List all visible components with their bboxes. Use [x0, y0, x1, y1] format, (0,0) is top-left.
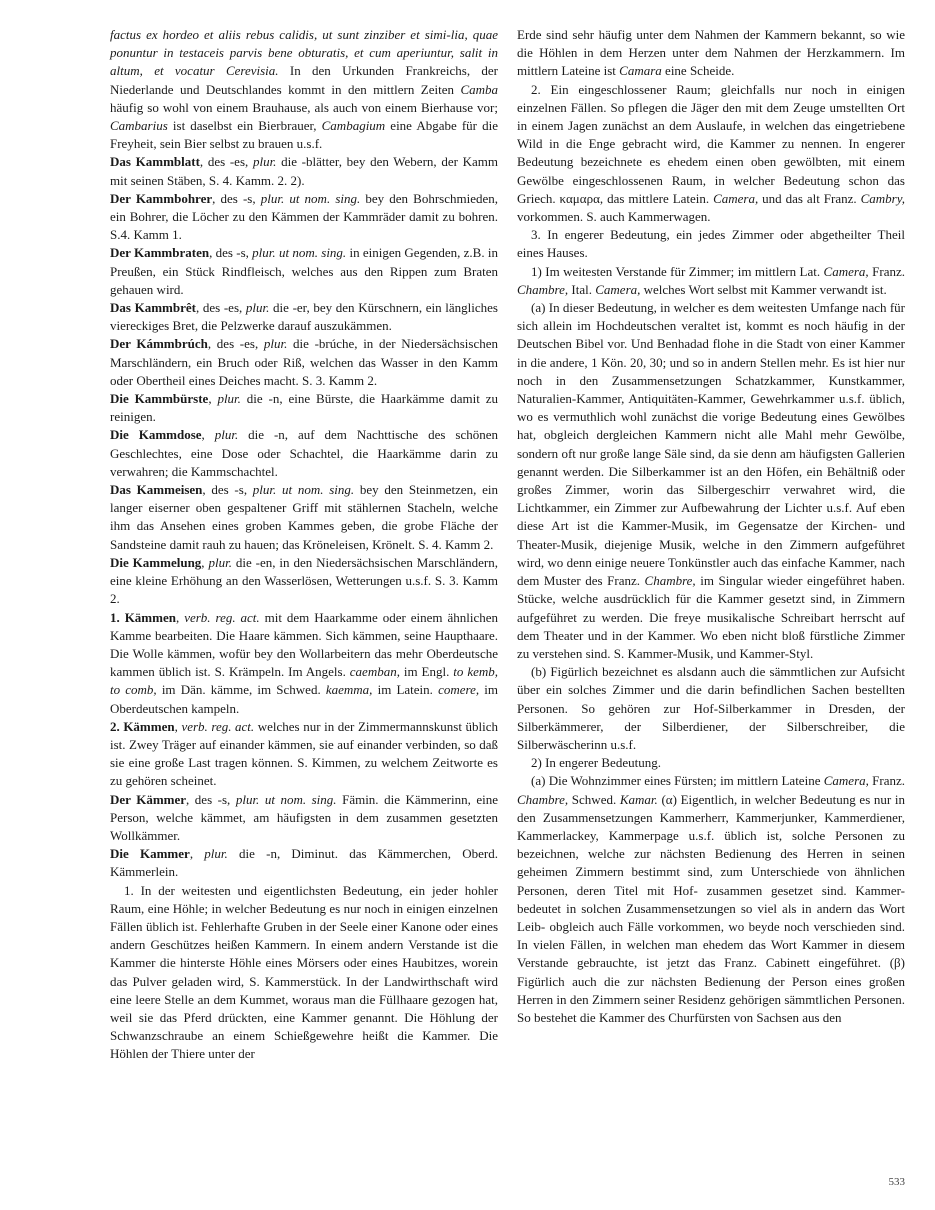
right-entry	[517, 226, 905, 262]
italic-text: Camera,	[713, 190, 759, 206]
entry-text: vorkommen. S. auch Kammerwagen.	[517, 209, 711, 225]
headword: Der Kämmer	[110, 791, 187, 807]
entry-text: im Singular wieder eingeführet haben. Stücke, welche ausdrücklich für die Kammer gesetzt sind, in Zimmern aufgeführet zu werden. Die freye musikalische Schreibart herrscht auf dem Theater und in der Kammer. Wo eben nicht bloß fürstliche Zimmer zu verstehen sind. S. Kammer-Musik, und Kammer-Styl.	[517, 573, 905, 661]
entry-text: , des -s,	[202, 482, 253, 498]
italic-text: caemban,	[349, 664, 400, 680]
left-entry	[110, 299, 498, 335]
entry-text: 1. In der weitesten und eigentlichsten Bedeutung, ein jeder hohler Raum, eine Höhle; in welcher Bedeutung es nur noch in einigen einzelnen Fällen üblich ist. Fehlerhafte Gruben in der Seele einer Kanone oder eines andern Geschützes heißen Kammern. In einem andern Verstande ist die Kammer die hinterste Höhle eines Mörsers oder eines Haubitzes, worein das Pulver geladen wird, S. Kammerstück. In der Landwirthschaft wird eine leere Stelle an dem Kummet, woraus man die Füllhaare gezogen hat, weil sie das Pferd drückten, eine Kammer genannt. Die Höhlung der Schwanzschraube an einem Schießgewehre heißt die Kammer. Die Höhlen der Thiere unter der	[110, 882, 498, 1062]
entry-text: die -n, eine Bürste, die Haarkämme damit zu reinigen.	[110, 391, 498, 425]
italic-text: plur. ut nom. sing.	[252, 482, 355, 498]
italic-text: plur.	[245, 300, 270, 316]
entry-text: (α) Eigentlich, in welcher Bedeutung es nur in den Zusammensetzungen Kammerherr, Kammerjunker, Kammerdiener, Kammerlackey, Kammerpage u.s.f. üblich ist, solche Personen zu bezeichnen, welche zur nächsten Bedienung des Herren in seinen geheimen Zimmern bestimmt sind, zum Unterschiede von ähnlichen Personen, deren Titel mit Hof- zusammen gesetzet sind. Kammer- bedeutet in solchen Zusammensetzungen so viel als in andern das Wort Leib- obgleich auch Fälle vorkommen, wo beyde noch verschieden sind. In vielen Fällen, in welchen man ehedem das Wort Kammer in diesem Verstande gebrauchte, ist jetzt das Franz. Cabinett eingeführet. (β) Figürlich auch die zur nächsten Bedienung der Person eines großen Herren in den Zimmern seiner Residenz gehörigen sämmtlichen Personen. So bestehet die Kammer des Churfürsten von Sachsen aus den	[517, 791, 905, 1025]
entry-text: Franz.	[868, 263, 905, 279]
headword: 2. Kämmen	[110, 718, 175, 734]
italic-text: Kamar.	[619, 791, 658, 807]
entry-text: die -blätter, bey den Webern, der Kamm mit seinen Stäben, S. 4. Kamm. 2. 2).	[110, 154, 498, 188]
entry-text: Schwed.	[568, 791, 620, 807]
italic-text: plur. ut nom. sing.	[235, 791, 337, 807]
left-entry	[110, 791, 498, 846]
entry-text: welches Wort selbst mit Kammer verwandt ist.	[640, 281, 887, 297]
entry-text: mit dem Haarkamme oder einem ähnlichen Kamme bearbeiten. Die Haare kämmen. Sich kämmen, seine Haupthaare. Die Wolle kämmen, wofür bey den Wollarbeitern das mehr Oberdeutsche kammen üblich ist. S. Krämpeln. Im Angels.	[110, 609, 499, 680]
italic-text: plur.	[208, 554, 232, 570]
italic-text: plur.	[204, 846, 228, 862]
headword: Das Kammeisen	[110, 482, 203, 498]
left-entry	[110, 190, 498, 245]
italic-text: Camba	[460, 81, 498, 97]
entry-text: , des -es,	[207, 336, 264, 352]
headword: 1. Kämmen	[110, 609, 176, 625]
headword: Die Kammdose	[110, 427, 202, 443]
right-entry	[517, 299, 905, 663]
entry-text: die -n, Diminut. das Kämmerchen, Oberd. Kämmerlein.	[110, 846, 499, 880]
headword: Die Kammbürste	[110, 391, 209, 407]
entry-text: , des -s,	[212, 190, 261, 206]
entry-text: die -brúche, in der Niedersächsischen Marschländern, ein Bruch oder Riß, welchen das Wasser in den Kamm oder Obertheil eines Deiches macht. S. 3. Kamm 2.	[110, 336, 498, 388]
entry-text: häufig so wohl von einem Brauhause, als auch von einem Bierhause vor;	[110, 99, 498, 115]
italic-text: Cambagium	[321, 118, 386, 134]
entry-text: , des -es,	[195, 300, 246, 316]
headword: Der Kammbohrer	[110, 190, 213, 206]
headword: Die Kammelung	[110, 554, 202, 570]
entry-text: ,	[201, 427, 215, 443]
entry-text: In den Urkunden Frankreichs, der Niederlande und Deutschlandes kommt in den mittlern Zeiten	[110, 63, 499, 97]
entry-text: und das alt Franz.	[758, 190, 861, 206]
italic-text: Chambre,	[517, 791, 569, 807]
entry-text: die -n, auf dem Nachttische des schönen Geschlechtes, eine Dose oder Schachtel, die Haarkämme darin zu verwahren; die Kammschachtel.	[110, 427, 499, 479]
entry-text: bey den Bohrschmieden, ein Bohrer, die Löcher zu den Kämmen der Kammräder damit zu bohren. S.4. Kamm 1.	[110, 190, 499, 243]
entry-text: , des -s,	[209, 245, 253, 261]
right-column	[517, 26, 905, 1027]
entry-text: ,	[175, 609, 185, 625]
entry-text: im Oberdeutschen kampeln.	[110, 682, 498, 716]
left-entry	[110, 481, 498, 554]
entry-text: ,	[201, 554, 209, 570]
italic-text: to kemb, to comb,	[110, 664, 498, 698]
page-number: 533	[888, 1176, 905, 1188]
right-entry	[517, 81, 905, 227]
entry-text: Erde sind sehr häufig unter dem Nahmen der Kammern bekannt, so wie die Höhlen in dem Herzen unter dem Nahmen der Herzkammern. Im mittlern Lateine ist	[517, 27, 905, 79]
italic-text: Camara	[619, 63, 662, 79]
entry-text: ,	[189, 846, 205, 862]
left-entry	[110, 554, 498, 609]
italic-text: Chambre,	[644, 573, 696, 589]
entry-text: eine Abgabe für die Freyheit, sein Bier selbst zu brauen u.s.f.	[110, 118, 498, 152]
italic-text: kaemma,	[325, 682, 373, 698]
entry-text: welches nur in der Zimmermannskunst üblich ist. Zwey Träger auf einander kämmen, sie auf einander verbinden, so daß sie eine große Last tragen können. S. Kimmen, zu welchem Zeitworte es zu gehören scheinet.	[110, 718, 499, 789]
entry-text: , des -es,	[199, 154, 253, 170]
entry-text: im Engl.	[399, 664, 454, 680]
italic-text: Cambry,	[860, 190, 906, 206]
left-entry	[110, 390, 498, 426]
entry-text: die -en, in den Niedersächsischen Marschländern, eine kleine Erhöhung an den Wasserlösen, Wetterungen u.s.f. S. 3. Kamm 2.	[110, 554, 498, 607]
left-entry	[110, 426, 498, 481]
italic-text: Cambarius	[110, 118, 168, 134]
italic-text: plur. ut nom. sing.	[260, 190, 361, 206]
right-entry	[517, 663, 905, 754]
italic-text: Camera,	[595, 281, 641, 297]
italic-text: plur. ut nom. sing.	[252, 245, 347, 261]
entry-text: (a) Die Wohnzimmer eines Fürsten; im mittlern Lateine	[531, 773, 824, 789]
left-column	[110, 26, 498, 1064]
italic-text: comere,	[438, 682, 480, 698]
entry-text: im Latein.	[372, 682, 439, 698]
entry-text: bey den Steinmetzen, ein langer eiserner oben gespaltener Griff mit stählernen Stacheln, welche ihm das Ansehen eines groben Kammes geben, die grobe Fläche der Sandsteine damit rauh zu hauen; das Kröneleisen, Krönelt. S. 4. Kamm 2.	[110, 482, 498, 552]
entry-text: Fämin. die Kämmerinn, eine Person, welche kämmet, am häufigsten in dem zusammen gesetzten Wollkämmer.	[110, 791, 499, 843]
right-entry	[517, 772, 905, 1027]
left-entry	[110, 718, 498, 791]
entry-text: ist daselbst ein Bierbrauer,	[167, 118, 322, 134]
italic-text: verb. reg. act.	[184, 609, 260, 625]
entry-text: (a) In dieser Bedeutung, in welcher es dem weitesten Umfange nach für sich allein im Hochdeutschen veraltet ist, kommt es noch häufig in der Deutschen Bibel vor. Und Benhadad flohe in die Stadt von einer Kammer in die andere, 1 Kön. 20, 30; und so in andern Stellen mehr. Es ist hier nur noch in den Zusammensetzungen Schatzkammer, Kunstkammer, Naturalien-Kammer, Antiquitäten-Kammer, Gewehrkammer u.s.f. üblich, wo es vermuthlich wohl zunächst die vorige Bedeutung eines Gewölbes hat, obgleich dergleichen Kammern nicht alle Mahl mehr Gewölbe, sondern oft nur große lange Säle sind, da sie denn am häufigsten Gallerien genannt werden. Die Silberkammer ist an den Höfen, ein Behältniß oder großes Zimmer, worin das Silbergeschirr verwahret wird, die Lichtkammer, ein Zimmer zur Aufbewahrung der Lichter u.s.f. Auf eben diese Art ist die Kammer-Musik, im Gegensatze der Kirchen- und Theater-Musik, diejenige Musik, welche in den Zimmern aufgeführet wird, wo denn einige neuere Tonkünstler auch das einfache Kammer, nach dem Muster des Franz.	[517, 300, 905, 589]
entry-text: 3. In engerer Bedeutung, ein jedes Zimmer oder abgetheilter Theil eines Hauses.	[517, 227, 905, 261]
headword: Der Kammbraten	[110, 245, 210, 261]
entry-text: , des -s,	[186, 791, 236, 807]
italic-text: Camera,	[823, 773, 869, 789]
entry-text: ,	[208, 391, 218, 407]
left-entry	[110, 335, 498, 390]
headword: Das Kammblatt	[110, 154, 200, 170]
entry-text: 2) In engerer Bedeutung.	[531, 755, 661, 771]
left-entry	[110, 845, 498, 881]
right-entry	[517, 754, 905, 772]
entry-text: in einigen Gegenden, z.B. in Preußen, ein Stück Rindfleisch, welches aus den Rippen zum Braten gehauen wird.	[110, 245, 498, 297]
italic-text: plur.	[252, 154, 277, 170]
entry-text: die -er, bey den Kürschnern, ein längliches viereckiges Bret, die Pelzwerke darauf auszukämmen.	[110, 300, 498, 334]
entry-text: im Dän. kämme, im Schwed.	[156, 682, 326, 698]
italic-text: plur.	[214, 427, 239, 443]
left-entry	[110, 609, 498, 718]
entry-text: Franz.	[868, 773, 905, 789]
headword: Das Kammbrêt	[110, 300, 196, 316]
left-entry	[110, 244, 498, 299]
left-entry	[110, 26, 498, 153]
entry-text: eine Scheide.	[661, 63, 735, 79]
entry-text: 1) Im weitesten Verstande für Zimmer; im mittlern Lat.	[531, 263, 824, 279]
left-entry	[110, 882, 498, 1064]
headword: Die Kammer	[110, 846, 190, 862]
italic-text: Chambre,	[517, 281, 569, 297]
right-entry	[517, 26, 905, 81]
entry-text: (b) Figürlich bezeichnet es alsdann auch die sämmtlichen zur Aufsicht über ein solches Zimmer und die darin befindlichen Sachen bestellten Personen. So gehören zur Hof-Silberkammer in Dresden, der Silberkämmerer, der Silberdiener, der Silberschreiber, die Silberwäscherinn u.s.f.	[517, 664, 905, 752]
italic-text: Camera,	[823, 263, 869, 279]
left-entry	[110, 153, 498, 189]
italic-text: verb. reg. act.	[181, 718, 255, 734]
italic-text: plur.	[263, 336, 288, 352]
entry-text: ,	[174, 718, 182, 734]
italic-text: factus ex hordeo et aliis rebus calidis, ut sunt zinziber et simi-lia, quae ponuntur in testaceis parvis bene obturatis, et cum aperiuntur, salit in altum, et vocatur Cerevisia.	[110, 27, 498, 79]
entry-text: 2. Ein eingeschlossener Raum; gleichfalls nur noch in einigen einzelnen Fällen. So pflegen die Jäger den mit dem Zeuge umstellten Ort in einem Jagen zunächst an dem Auslaufe, in welchen das eingetriebene Wild in die Enge gebracht wird, die Kammer zu nennen. In engerer Bedeutung bezeichnete es ehedem einen oben gewölbten, mit einem Gewölbe eingeschlossenen Raum, in welcher Bedeutung schon das Griech. καμαρα, das mittlere Latein.	[517, 81, 905, 206]
headword: Der Kámmbrúch	[110, 336, 208, 352]
right-entry	[517, 263, 905, 299]
italic-text: plur.	[217, 391, 241, 407]
entry-text: Ital.	[568, 281, 596, 297]
